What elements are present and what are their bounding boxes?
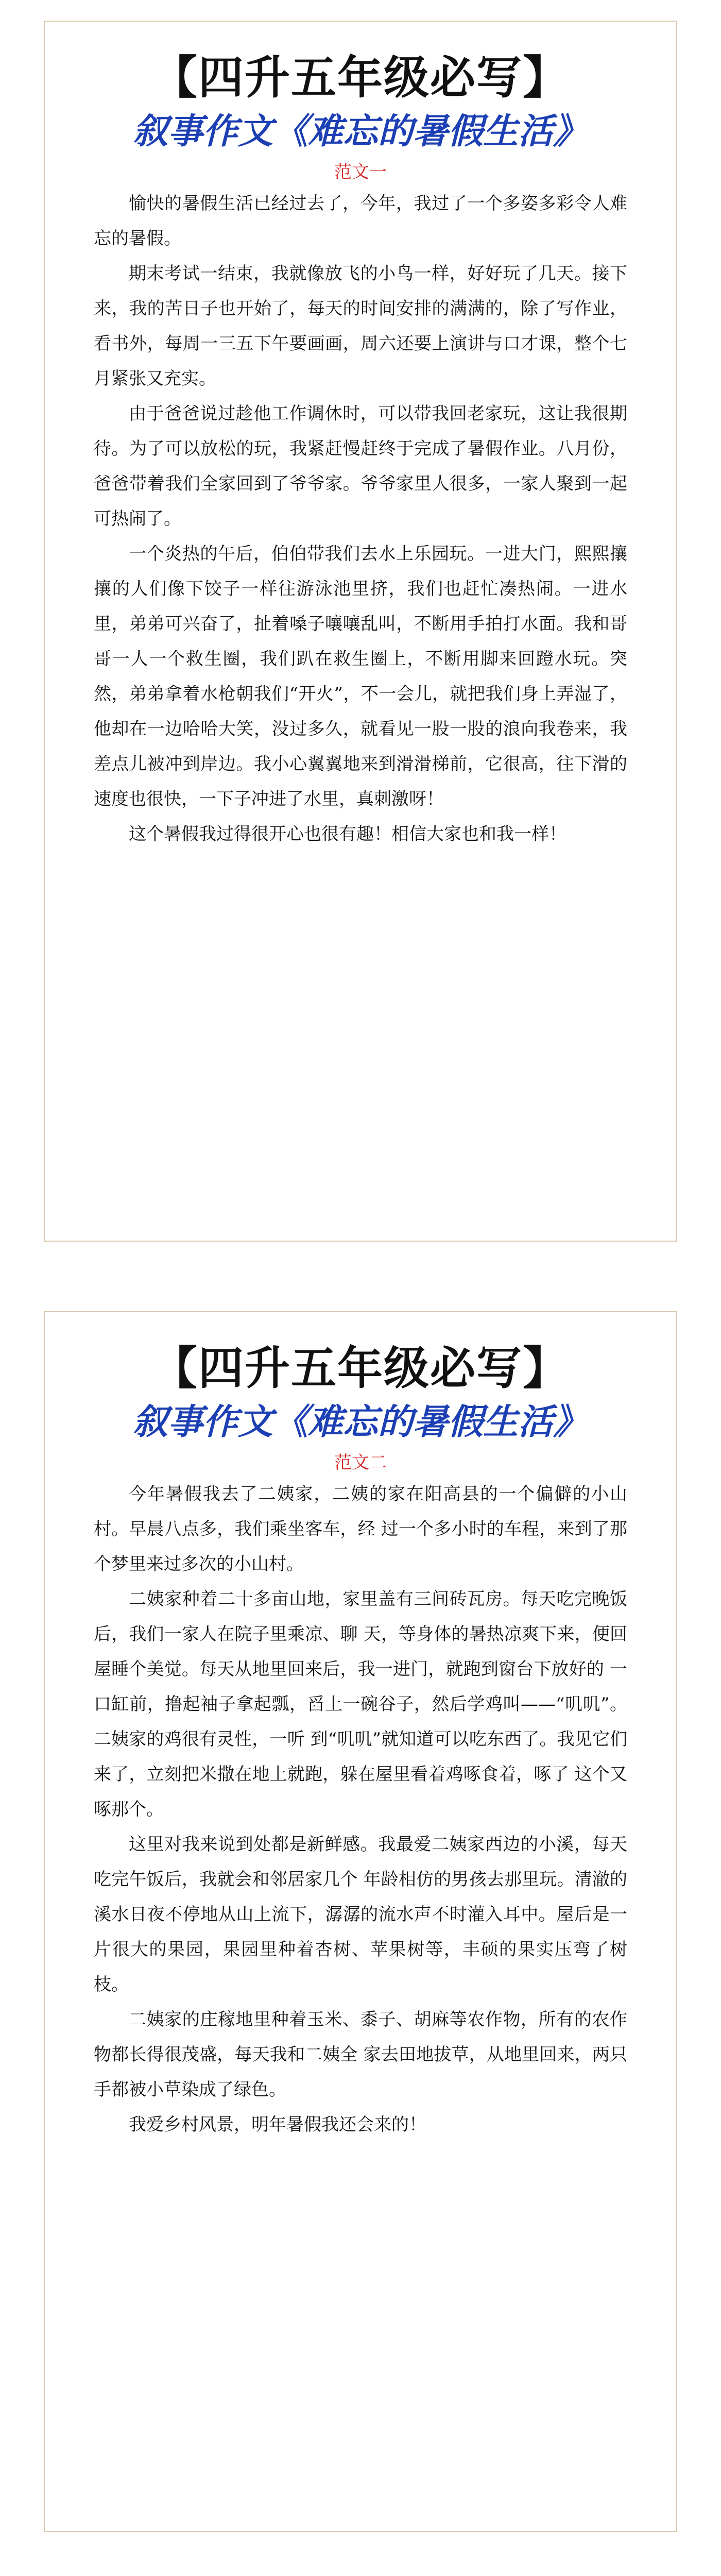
essay-subtitle: 叙事作文《难忘的暑假生活》: [132, 1401, 588, 1443]
sample-label: 范文二: [334, 1452, 387, 1473]
essay-paragraph: 一个炎热的午后，伯伯带我们去水上乐园玩。一进大门，熙熙攘攘的人们像下饺子一样往游泳池里挤，我们也赶忙凑热闹。一进水里，弟弟可兴奋了，扯着嗓子嚷嚷乱叫，不断用手拍打水面。我和哥哥一人一个救生圈，我们趴在救生圈上，不断用脚来回蹬水玩。突然，弟弟拿着水枪朝我们“开火”，不一会儿，就把我们身上弄湿了，他却在一边哈哈大笑，没过多久，就看见一股一股的浪向我卷来，我差点儿被冲到岸边。我小心翼翼地来到滑滑梯前，它很高，往下滑的速度也很快，一下子冲进了水里，真刺激呀！: [94, 544, 627, 809]
essay-paragraph: 这个暑假我过得很开心也很有趣！相信大家也和我一样！: [129, 824, 566, 844]
essay-page-2: [44, 1311, 677, 2532]
essay-paragraph: 二姨家种着二十多亩山地，家里盖有三间砖瓦房。每天吃完晚饭后，我们一家人在院子里乘凉、聊 天，等身体的暑热凉爽下来，便回屋睡个美觉。每天从地里回来后，我一进门，就跑到窗台下放好的 一口缸前，撸起袖子拿起瓢，舀上一碗谷子，然后学鸡叫——“叽叽”。二姨家的鸡很有灵性，一听 到“叽叽”就知道可以吃东西了。我见它们来了，立刻把米撒在地上就跑，躲在屋里看着鸡啄食着，啄了 这个又啄那个。: [94, 1589, 627, 1820]
page-title: 【四升五年级必写】: [151, 1342, 569, 1395]
essay-subtitle: 叙事作文《难忘的暑假生活》: [132, 111, 588, 152]
sample-label: 范文一: [334, 162, 387, 182]
essay-paragraph: 我爱乡村风景，明年暑假我还会来的！: [129, 2114, 426, 2135]
essay-paragraph: 由于爸爸说过趁他工作调休时，可以带我回老家玩，这让我很期待。为了可以放松的玩，我紧赶慢赶终于完成了暑假作业。八月份，爸爸带着我们全家回到了爷爷家。爷爷家里人很多，一家人聚到一起可热闹了。: [94, 403, 627, 529]
page-title: 【四升五年级必写】: [151, 51, 569, 104]
essay-paragraph: 二姨家的庄稼地里种着玉米、黍子、胡麻等农作物，所有的农作物都长得很茂盛，每天我和二姨全 家去田地拔草，从地里回来，两只手都被小草染成了绿色。: [94, 2009, 627, 2100]
essay-paragraph: 愉快的暑假生活已经过去了，今年，我过了一个多姿多彩令人难忘的暑假。: [94, 193, 627, 249]
essay-page-1: [44, 21, 677, 1242]
essay-paragraph: 期末考试一结束，我就像放飞的小鸟一样，好好玩了几天。接下来，我的苦日子也开始了，每天的时间安排的满满的，除了写作业，看书外，每周一三五下午要画画，周六还要上演讲与口才课，整个七月紧张又充实。: [94, 263, 627, 389]
essay-paragraph: 这里对我来说到处都是新鲜感。我最爱二姨家西边的小溪，每天吃完午饭后，我就会和邻居家几个 年龄相仿的男孩去那里玩。清澈的溪水日夜不停地从山上流下，潺潺的流水声不时灌入耳中。屋后是一 片很大的果园，果园里种着杏树、苹果树等，丰硕的果实压弯了树枝。: [94, 1834, 627, 1995]
essay-paragraph: 今年暑假我去了二姨家，二姨的家在阳高县的一个偏僻的小山村。早晨八点多，我们乘坐客车，经 过一个多小时的车程，来到了那个梦里来过多次的小山村。: [94, 1484, 627, 1574]
